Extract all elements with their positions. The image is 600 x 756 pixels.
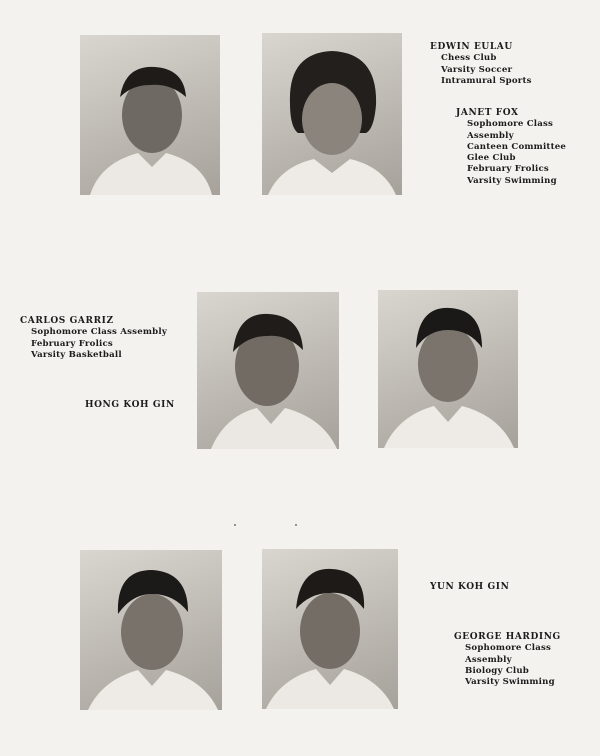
activity-item: Varsity Soccer bbox=[441, 64, 513, 75]
portrait-photo-edwin-eulau bbox=[80, 35, 220, 195]
student-name-yun-koh-gin: YUN KOH GIN bbox=[430, 582, 510, 592]
activity-item: February Frolics bbox=[31, 338, 113, 349]
activity-item: Sophomore Class Assembly bbox=[467, 119, 554, 141]
activity-item: Glee Club bbox=[467, 153, 516, 164]
activity-item: Chess Club bbox=[441, 53, 497, 64]
activity-list bbox=[454, 643, 600, 688]
activity-item: Biology Club bbox=[465, 665, 530, 676]
activity-item: Intramural Sports bbox=[441, 75, 532, 86]
activity-item: Sophomore Class Assembly bbox=[465, 643, 552, 665]
student-name: JANET FOX bbox=[456, 108, 519, 118]
activity-item: Varsity Basketball bbox=[31, 349, 122, 360]
activity-item: February Frolics bbox=[467, 164, 549, 175]
student-name: GEORGE HARDING bbox=[454, 632, 561, 642]
activity-list bbox=[456, 119, 600, 187]
bio-george-harding bbox=[454, 632, 600, 688]
student-name: EDWIN EULAU bbox=[430, 42, 513, 52]
activity-item: Varsity Swimming bbox=[465, 677, 555, 688]
student-name-hong-koh-gin: HONG KOH GIN bbox=[85, 400, 175, 410]
activity-item: Canteen Committee bbox=[467, 141, 567, 152]
activity-item: Sophomore Class Assembly bbox=[31, 327, 168, 338]
bio-carlos-garriz bbox=[20, 316, 167, 361]
student-name: CARLOS GARRIZ bbox=[20, 316, 114, 326]
portrait-photo-george-harding bbox=[262, 549, 398, 709]
activity-list bbox=[430, 53, 532, 87]
activity-list bbox=[20, 327, 167, 361]
portrait-photo-janet-fox bbox=[262, 33, 402, 195]
print-speck bbox=[234, 524, 236, 526]
activity-item: Varsity Swimming bbox=[467, 175, 557, 186]
print-speck bbox=[295, 524, 297, 526]
portrait-photo-hong-koh-gin bbox=[378, 290, 518, 448]
portrait-photo-carlos-garriz bbox=[197, 292, 339, 449]
bio-edwin-eulau bbox=[430, 42, 532, 87]
bio-janet-fox bbox=[456, 108, 600, 187]
portrait-photo-yun-koh-gin bbox=[80, 550, 222, 710]
